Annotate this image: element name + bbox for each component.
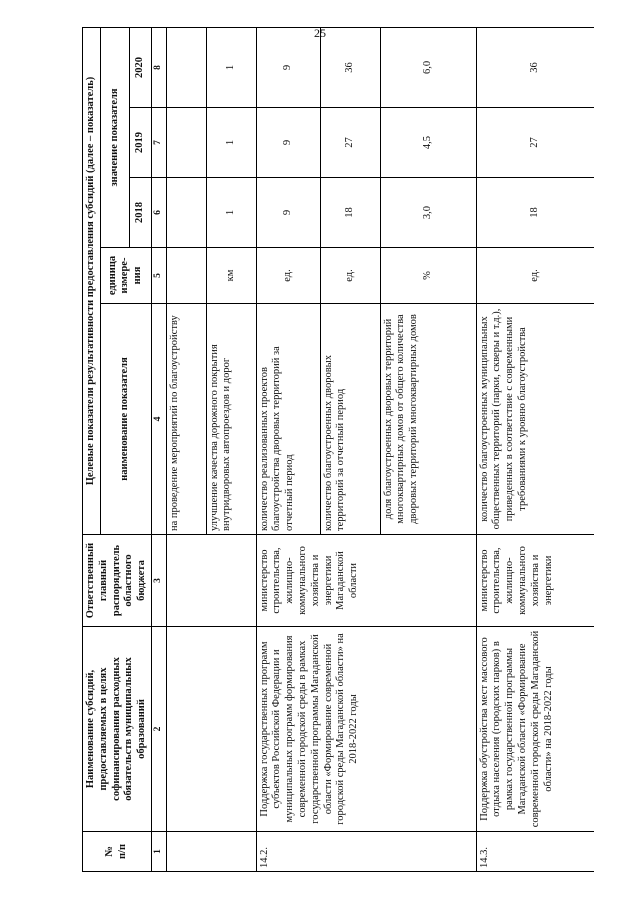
header-year-2020: 2020	[130, 27, 152, 107]
subsidy-table	[82, 27, 594, 872]
rotated-table-frame	[82, 28, 634, 872]
col-num-5: 5	[151, 248, 166, 304]
value-2018: 18	[476, 178, 594, 248]
distributor: министерство строительства, жилищно-коммунального хозяйства и энергетики Магаданской области	[256, 535, 476, 627]
column-numbers-row	[151, 27, 166, 871]
header-value: значение показателя	[100, 27, 129, 247]
subsidy-name: Поддержка государственных программ субъектов Российской Федерации и муниципальных программ формирования современной городской среды в рамках государственной программы Магаданской области «Формирование современной городской среды Магаданской области» на 2018-2022 годы	[256, 627, 476, 832]
header-subsidy-name: Наименование субсидий, предоставляемых в целях софинансирования расходных обязательств муниципальных образований	[83, 627, 152, 832]
col-num-6: 6	[151, 178, 166, 248]
row-number: 14.3.	[476, 832, 594, 872]
unit-cell: км	[206, 248, 256, 304]
value-2020: 36	[320, 27, 380, 107]
page-number: 25	[314, 26, 326, 40]
row-number: 14.2.	[256, 832, 476, 872]
value-2019: 1	[206, 108, 256, 178]
header-unit: единица измере-ния	[100, 248, 151, 304]
value-2018: 9	[256, 178, 320, 248]
col-num-4: 4	[151, 304, 166, 535]
table-row	[166, 27, 206, 871]
value-2020: 6,0	[380, 27, 476, 107]
value-2018: 1	[206, 178, 256, 248]
indicator-cell: улучшение качества дорожного покрытия внутридворовых автопроездов и дорог	[206, 304, 256, 535]
distributor: министерство строительства, жилищно-коммунального хозяйства и энергетики	[476, 535, 594, 627]
value-2019: 9	[256, 108, 320, 178]
value-2020: 1	[206, 27, 256, 107]
col-num-2: 2	[151, 627, 166, 832]
header-targets: Целевые показатели результативности предоставления субсидий (далее – показатель)	[83, 27, 101, 534]
value-2019: 4,5	[380, 108, 476, 178]
unit-cell: ед.	[320, 248, 380, 304]
col-num-1: 1	[151, 832, 166, 872]
indicator-cell: количество благоустроенных муниципальных общественных территорий (парки, скверы и т.д.), приведенных в соответствие с современными требованиями к уровню благоустройства	[476, 304, 594, 535]
subsidy-name: Поддержка обустройства мест массового отдыха населения (городских парков) в рамках государственной программы Магаданской области «Формирование современной городской среды Магаданской области» на 2018-2022 годы	[476, 627, 594, 832]
value-2020: 36	[476, 27, 594, 107]
indicator-cell: доля благоустроенных дворовых территорий многоквартирных домов от общего количества дворовых территорий многоквартирных домов	[380, 304, 476, 535]
table-row	[476, 27, 594, 871]
indicator-cell: количество благоустроенных дворовых территорий за отчетный период	[320, 304, 380, 535]
unit-cell: ед.	[256, 248, 320, 304]
unit-cell: %	[380, 248, 476, 304]
table-row	[256, 27, 320, 871]
indicator-cell: на проведение мероприятий по благоустройству	[166, 304, 206, 535]
col-num-7: 7	[151, 108, 166, 178]
value-2018: 18	[320, 178, 380, 248]
header-year-2018: 2018	[130, 178, 152, 248]
value-2020: 9	[256, 27, 320, 107]
header-distributor: Ответственный главный распорядитель областного бюджета	[83, 535, 152, 627]
value-2019: 27	[320, 108, 380, 178]
indicator-cell: количество реализованных проектов благоустройства дворовых территорий за отчетный период	[256, 304, 320, 535]
header-year-2019: 2019	[130, 108, 152, 178]
unit-cell: ед.	[476, 248, 594, 304]
value-2019: 27	[476, 108, 594, 178]
col-num-3: 3	[151, 535, 166, 627]
header-num: № п/п	[83, 832, 152, 872]
header-indicator-name: наименование показателя	[100, 304, 151, 535]
col-num-8: 8	[151, 27, 166, 107]
value-2018: 3,0	[380, 178, 476, 248]
